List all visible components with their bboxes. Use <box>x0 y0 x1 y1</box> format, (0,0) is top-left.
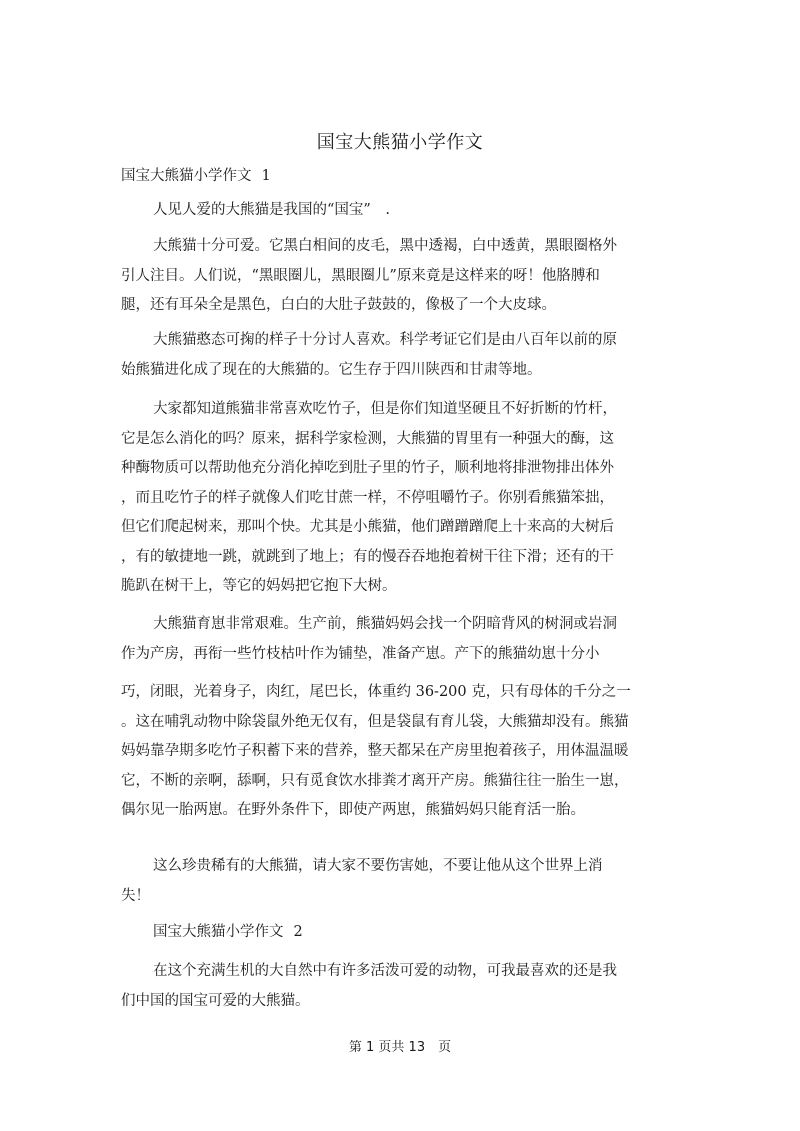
paragraph-line: 大熊猫育崽非常艰难。生产前，熊猫妈妈会找一个阴暗背风的树洞或岩洞 <box>153 616 617 632</box>
paragraph-line: 种酶物质可以帮助他充分消化掉吃到肚子里的竹子，顺利地将排泄物排出体外 <box>121 460 614 476</box>
document-title: 国宝大熊猫小学作文 <box>316 132 484 153</box>
essay-1-number: 1 <box>261 168 271 184</box>
paragraph-line: 偶尔见一胎两崽。在野外条件下，即使产两崽，熊猫妈妈只能育活一胎。 <box>121 802 585 818</box>
paragraph-2 <box>121 232 641 321</box>
paragraph-line: 脆趴在树干上，等它的妈妈把它抱下大树。 <box>121 578 397 594</box>
essay-2-heading <box>153 920 303 941</box>
paragraph-line: 它，不断的亲啊，舔啊，只有觅食饮水排粪才离开产房。熊猫往往一胎生一崽， <box>121 772 629 789</box>
paragraph-5 <box>121 610 641 669</box>
paragraph-7 <box>121 852 641 911</box>
paragraph-line: 失！ <box>121 887 150 904</box>
paragraph-4 <box>121 395 641 602</box>
paragraph-3 <box>121 326 641 385</box>
paragraph-8 <box>121 957 641 1016</box>
essay-1-heading <box>121 164 271 185</box>
paragraph-line: 这么珍贵稀有的大熊猫，请大家不要伤害她，不要让他从这个世界上消 <box>153 858 603 874</box>
paragraph-line: 大家都知道熊猫非常喜欢吃竹子，但是你们知道坚硬且不好折断的竹杆， <box>153 401 617 417</box>
paragraph-line: 们中国的国宝可爱的大熊猫。 <box>121 992 310 1009</box>
essay-2-number: 2 <box>293 924 303 940</box>
paragraph-line: 大熊猫憨态可掬的样子十分讨人喜欢。科学考证它们是由八百年以前的原 <box>153 332 617 348</box>
paragraph-line: 但它们爬起树来，那叫个快。尤其是小熊猫，他们蹭蹭蹭爬上十来高的大树后 <box>121 519 614 535</box>
paragraph-line: 。这在哺乳动物中除袋鼠外绝无仅有，但是袋鼠有育儿袋，大熊猫却没有。熊猫 <box>121 713 629 730</box>
paragraph-line: 腿，还有耳朵全是黑色，白白的大肚子鼓鼓的，像极了一个大皮球。 <box>121 297 556 313</box>
paragraph-line: 在这个充满生机的大自然中有许多活泼可爱的动物，可我最喜欢的还是我 <box>153 963 617 979</box>
paragraph-6 <box>121 678 641 826</box>
paragraph-1 <box>121 196 641 226</box>
paragraph-line: 巧，闭眼，光着身子，肉红，尾巴长，体重约 36-200 克，只有母体的千分之一 <box>121 684 631 700</box>
paragraph-line: 它是怎么消化的吗？原来，据科学家检测，大熊猫的胃里有一种强大的酶，这 <box>121 430 614 447</box>
paragraph-line: 大熊猫十分可爱。它黑白相间的皮毛，黑中透褐，白中透黄，黑眼圈格外 <box>153 238 617 254</box>
essay-1-heading-text: 国宝大熊猫小学作文 <box>121 168 252 184</box>
paragraph-line: 作为产房，再衔一些竹枝枯叶作为铺垫，准备产崽。产下的熊猫幼崽十分小 <box>121 645 600 662</box>
paragraph-line: ，有的敏捷地一跳，就跳到了地上；有的慢吞吞地抱着树干往下滑；还有的干 <box>121 548 614 565</box>
paragraph-line: ，而且吃竹子的样子就像人们吃甘蔗一样，不停咀嚼竹子。你别看熊猫笨拙， <box>121 489 614 506</box>
paragraph-line: 引人注目。人们说，“黑眼圈儿，黑眼圈儿”原来竟是这样来的呀！他胳膊和 <box>121 267 600 284</box>
paragraph-line: 人见人爱的大熊猫是我国的“国宝” . <box>153 202 390 218</box>
paragraph-line: 妈妈靠孕期多吃竹子积蓄下来的营养，整天都呆在产房里抱着孩子，用体温温暖 <box>121 743 629 759</box>
essay-2-heading-text: 国宝大熊猫小学作文 <box>153 924 284 940</box>
page-number-footer: 第 1 页共 13 页 <box>348 1040 452 1055</box>
paragraph-line: 始熊猫进化成了现在的大熊猫的。它生存于四川陕西和甘肃等地。 <box>121 361 542 378</box>
